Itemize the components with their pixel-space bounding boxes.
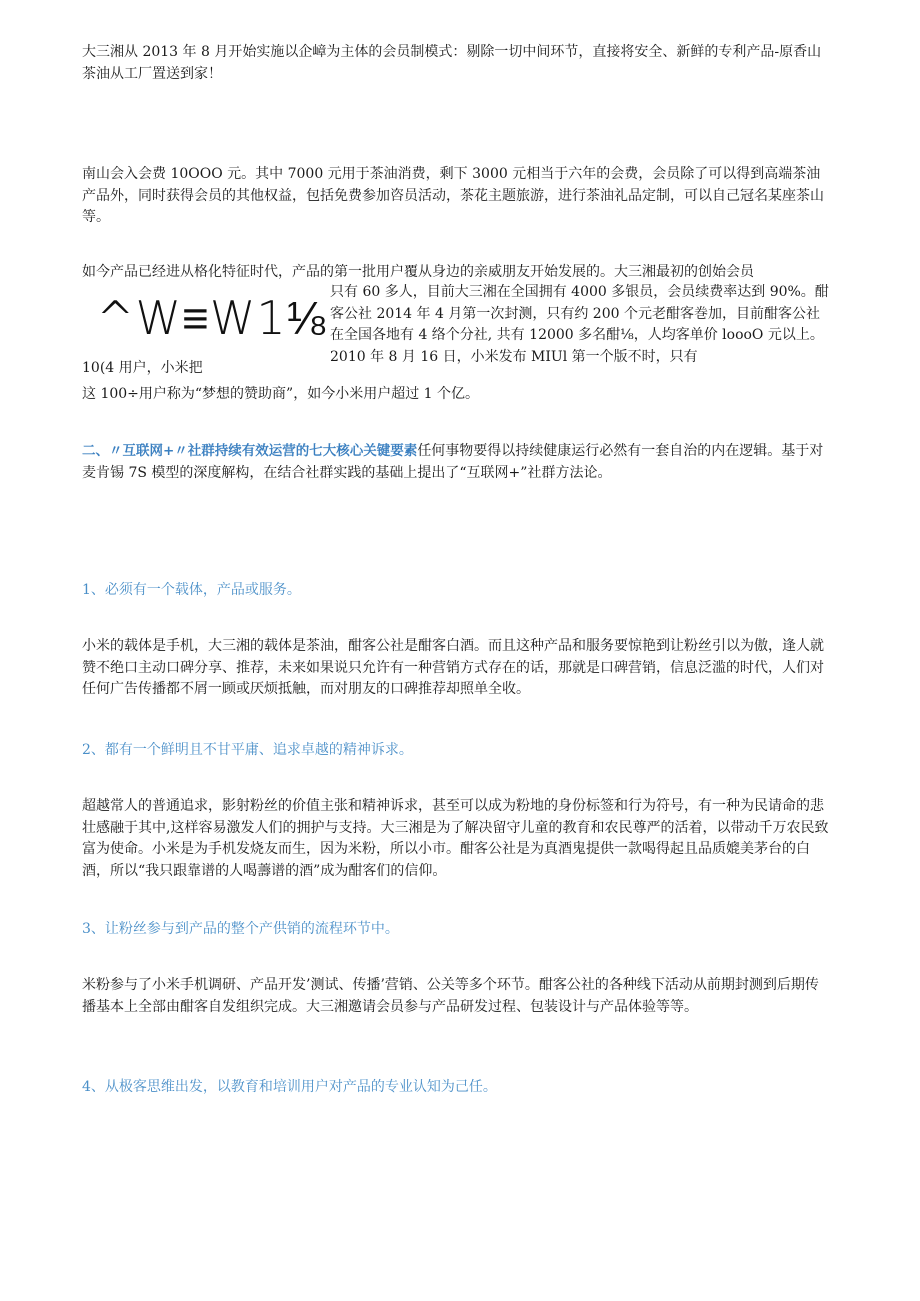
heading-4: 4、从极客思维出发，以教育和培训用户对产品的专业认知为己任。 [82, 1079, 497, 1095]
section-2-body: 任何事物要得以持续健康运行必然有一套自治的内在逻辑。基于对麦肯锡 7S 模型的深度解构，在结合社群实践的基础上提出了“互联网+”社群方法论。 [82, 443, 824, 481]
fans-paragraph-line1: 如今产品已经进从格化特征时代，产品的第一批用户覆从身边的亲威朋友开始发展的。大三湘最初的创始会员 [82, 264, 754, 280]
paragraph-3: 米粉参与了小米手机调研、产品开发’测试、传播’营销、公关等多个环节。酣客公社的各种线下活动从前期封测到后期传播基本上全部由酣客自发组织完成。大三湘邀请会员参与产品研发过程、包装设计与产品体验等等。 [82, 977, 819, 1015]
intro-paragraph: 大三湘从 2013 年 8 月开始实施以企嶂为主体的会员制模式：剔除一切中间环节，直接将安全、新鲜的专利产品-原香山茶油从工厂置送到家！ [82, 44, 822, 82]
section-2-paragraph [82, 441, 832, 484]
heading-1: 1、必须有一个载体，产品或服务。 [82, 582, 301, 598]
section-2-title: 二、〃互联网+〃社群持续有效运营的七大核心关键要素 [82, 443, 418, 459]
fans-paragraph-right-column: 只有 60 多人，目前大三湘在全国拥有 4000 多银员，会员续费率达到 90%。酣客公社 2014 年 4 月第一次封测，只有约 200 个元老酣客巻加，目前酣客公社在全国各地有 4 络个分社, 共有 12000 多名酣⅛，人均客单价 loooO 元以上。2010 年 8 月 16 日，小米发布 MIUl 第一个版不时，只有 [330, 284, 829, 365]
membership-paragraph: 南山会入会费 10OOO 元。其中 7000 元用于茶油消费，剩下 3000 元相当于六年的会费，会员除了可以得到高端茶油产品外，同时获得会员的其他权益，包括免费参加咨员活动，茶花主题旅游，进行茶油礼品定制，可以自己冠名某座茶山等。 [82, 166, 824, 225]
fans-paragraph-user-line: 10(4 用户，小米把 [82, 360, 203, 376]
paragraph-2: 超越常人的普通追求，影射粉丝的价值主张和精神诉求，甚至可以成为粉地的身份标签和行为符号，有一种为民请命的悲壮感融于其中,这样容易激发人们的拥护与支持。大三湘是为了解决留守儿童的教育和农民尊严的活着，以带动千万农民致富为使命。小米是为手机发烧友而生，因为米粉，所以小市。酣客公社是为真酒鬼提供一款喝得起且品质媲美茅台的白酒，所以“我只跟靠谱的人喝薵谱的酒”成为酣客们的信仰。 [82, 798, 829, 879]
heading-3: 3、让粉丝参与到产品的整个产供销的流程环节中。 [82, 921, 399, 937]
garbled-ocr-text: ^W≡W1⅛ [96, 291, 326, 345]
heading-2: 2、都有一个鲜明且不甘平庸、追求卓越的精神诉求。 [82, 742, 413, 758]
paragraph-1: 小米的载体是手机，大三湘的载体是茶油，酣客公社是酣客白酒。而且这种产品和服务要惊艳到让粉丝引以为傲，逢人就赞不绝口主动口碑分享、推荐，未来如果说只允许有一种营销方式存在的话，那就是口碑营销，信息泛滥的时代，人们对任何广告传播都不屑一顾或厌烦抵触，而对朋友的口碑推荐却照单全收。 [82, 638, 824, 697]
fans-paragraph-last-line: 这 100÷用户称为“梦想的赞助商”，如今小米用户超过 1 个亿。 [82, 386, 480, 402]
